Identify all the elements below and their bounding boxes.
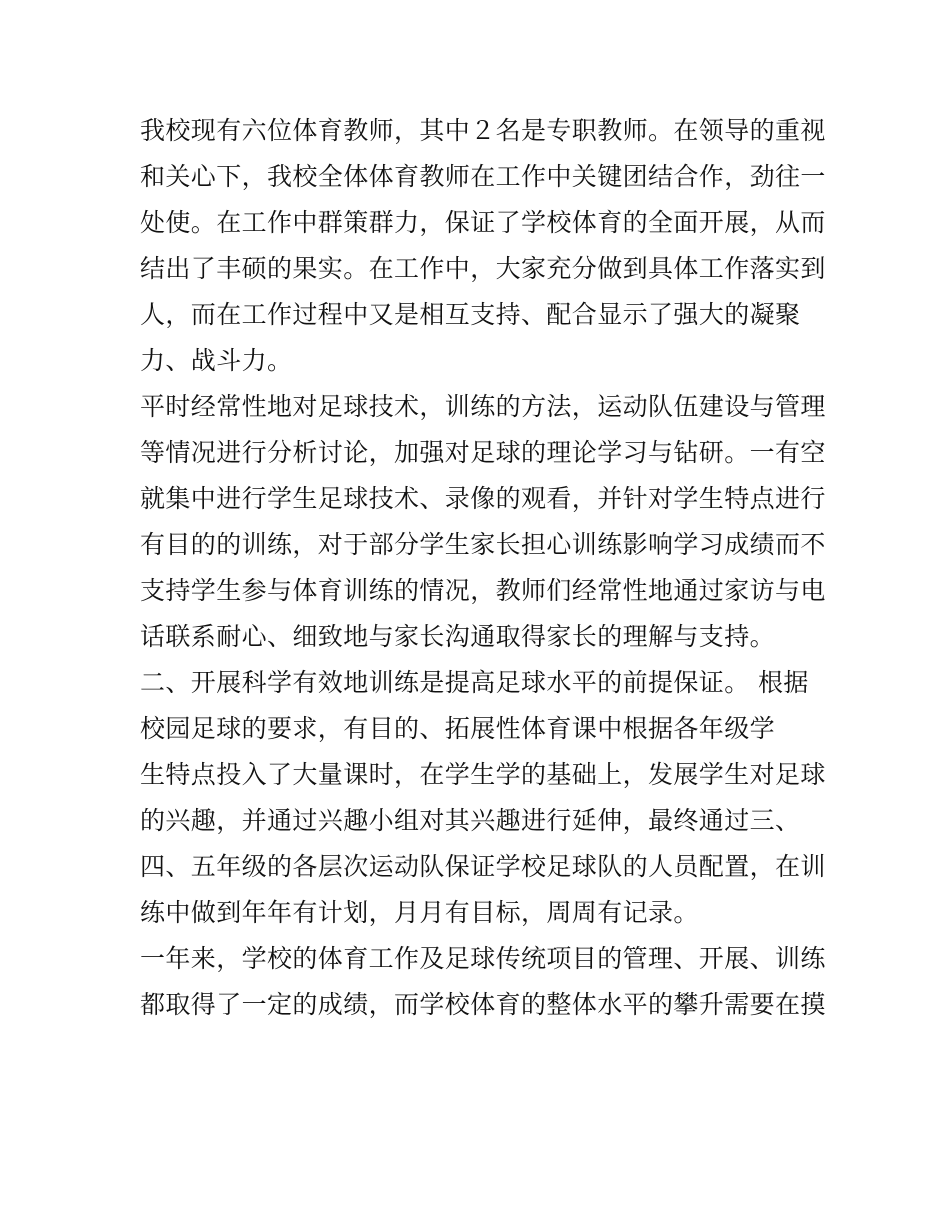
text-line: 四、五年级的各层次运动队保证学校足球队的人员配置，在训 <box>140 852 826 881</box>
text-line: 生特点投入了大量课时，在学生学的基础上，发展学生对足球 <box>140 760 826 789</box>
text-line: 和关心下，我校全体体育教师在工作中关键团结合作，劲往一 <box>140 162 826 191</box>
text-line: 练中做到年年有计划，月月有目标，周周有记录。 <box>140 898 699 927</box>
text-line: 结出了丰硕的果实。在工作中，大家充分做到具体工作落实到 <box>140 254 826 283</box>
text-line: 话联系耐心、细致地与家长沟通取得家长的理解与支持。 <box>140 622 776 651</box>
text-line: 处使。在工作中群策群力，保证了学校体育的全面开展，从而 <box>140 208 826 237</box>
text-line: 人，而在工作过程中又是相互支持、配合显示了强大的凝聚 <box>140 300 801 329</box>
text-line: 支持学生参与体育训练的情况，教师们经常性地通过家访与电 <box>140 576 826 605</box>
document-body <box>140 108 840 1028</box>
text-line: 的兴趣，并通过兴趣小组对其兴趣进行延伸，最终通过三、 <box>140 806 801 835</box>
text-line: 一年来，学校的体育工作及足球传统项目的管理、开展、训练 <box>140 944 826 973</box>
text-line: 校园足球的要求，有目的、拓展性体育课中根据各年级学 <box>140 714 776 743</box>
text-line: 有目的的训练，对于部分学生家长担心训练影响学习成绩而不 <box>140 530 826 559</box>
text-line: 平时经常性地对足球技术，训练的方法，运动队伍建设与管理 <box>140 392 826 421</box>
text-line: 二、开展科学有效地训练是提高足球水平的前提保证。 根据 <box>140 668 809 697</box>
text-line: 等情况进行分析讨论，加强对足球的理论学习与钻研。一有空 <box>140 438 826 467</box>
text-line: 力、战斗力。 <box>140 346 293 375</box>
text-line: 我校现有六位体育教师，其中２名是专职教师。在领导的重视 <box>140 116 826 145</box>
text-line: 都取得了一定的成绩，而学校体育的整体水平的攀升需要在摸 <box>140 990 826 1019</box>
text-line: 就集中进行学生足球技术、录像的观看，并针对学生特点进行 <box>140 484 826 513</box>
